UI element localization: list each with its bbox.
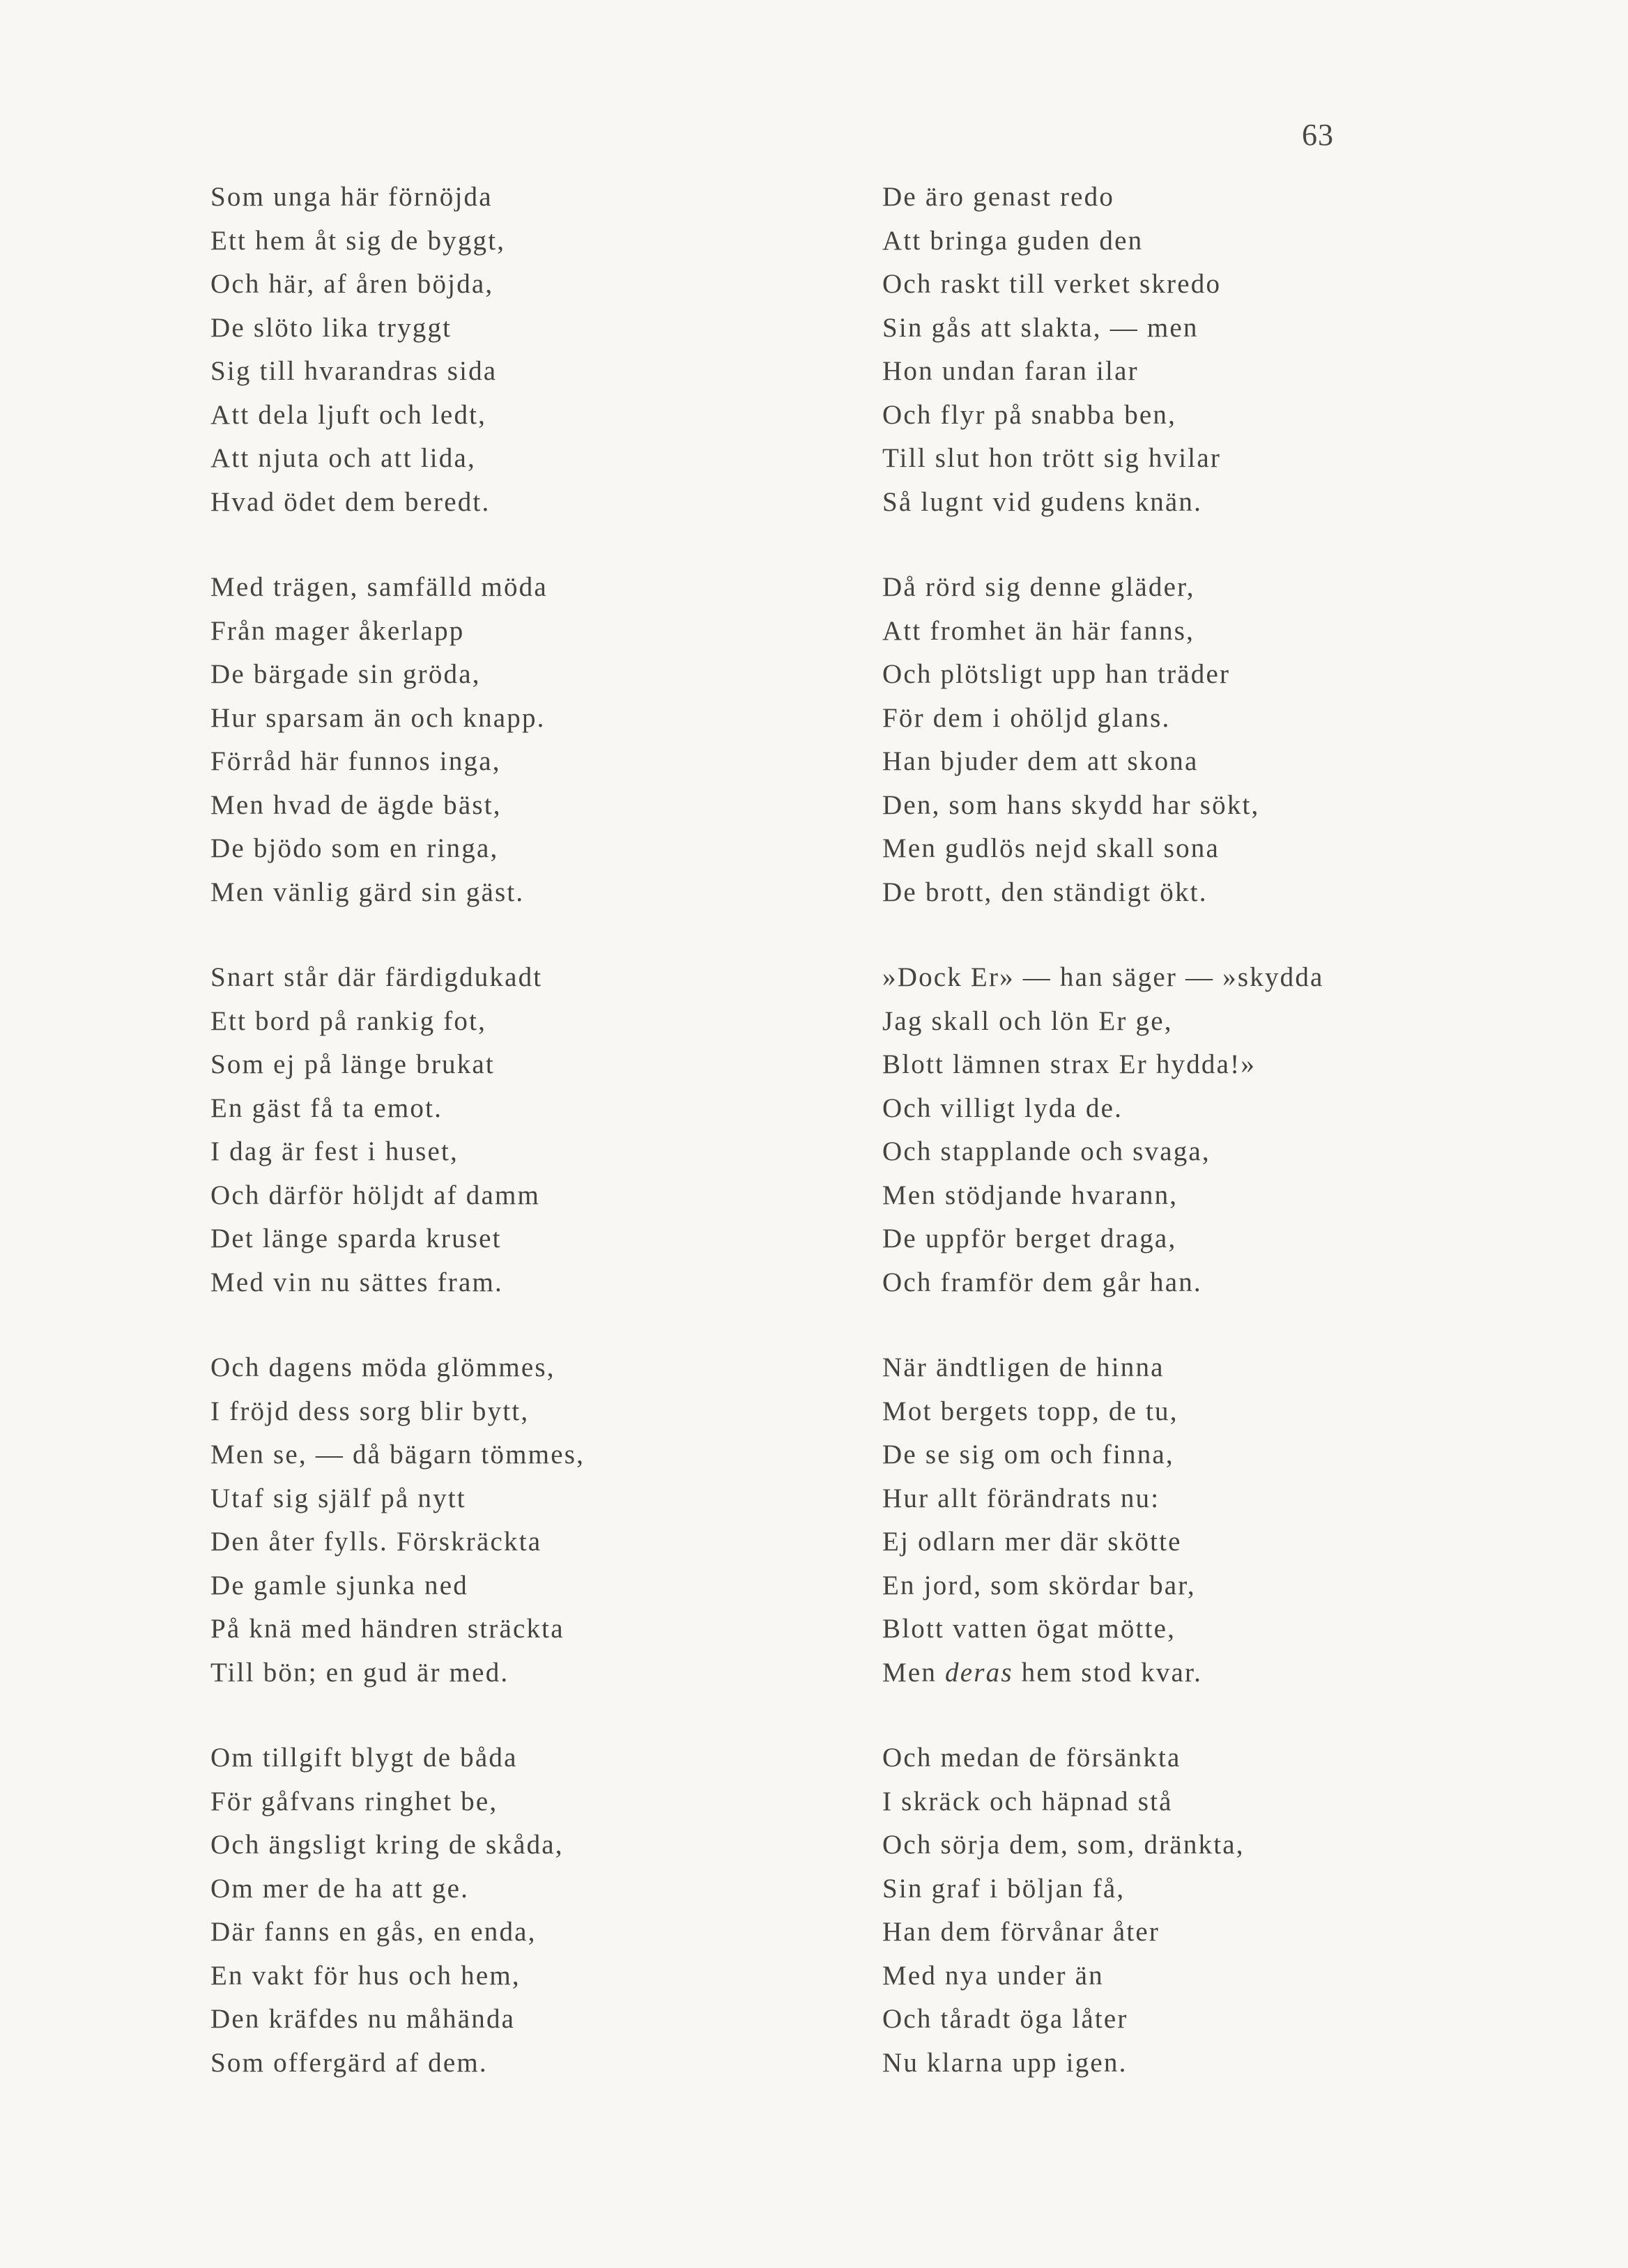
stanza [882,1736,1384,2085]
poem-line: Och dagens möda glömmes, [210,1352,555,1382]
poem-line: De slöto lika tryggt [210,312,452,343]
poem-line: Men se, — då bägarn tömmes, [210,1440,585,1469]
italic-emphasis: deras [945,1657,1013,1688]
poem-line: Men deras hem stod kvar. [882,1657,1203,1688]
poem-line: Som offergärd af dem. [210,2047,488,2078]
poem-line: Att bringa guden den [882,225,1144,256]
poem-line: Hon undan faran ilar [882,356,1139,386]
poem-line: Och tåradt öga låter [882,2004,1128,2034]
poem-line: Och medan de försänkta [882,1743,1181,1773]
stanza [882,176,1384,524]
poem-line: Hvad ödet dem beredt. [210,486,491,517]
poem-line: Om mer de ha att ge. [210,1873,470,1904]
poem-line: Han bjuder dem att skona [882,746,1199,776]
poem-line: Och därför höljdt af damm [210,1180,541,1210]
stanza [882,566,1384,914]
poem-line: Med vin nu sättes fram. [210,1267,503,1297]
poem-line: Så lugnt vid gudens knän. [882,486,1203,517]
poem-line: I skräck och häpnad stå [882,1786,1173,1816]
poem-line: De brott, den ständigt ökt. [882,877,1208,907]
poem-line: Men hvad de ägde bäst, [210,789,502,820]
poem-line: Och ängsligt kring de skåda, [210,1830,564,1860]
poem-column-left [210,176,712,2127]
poem-line: Hur sparsam än och knapp. [210,702,546,733]
stanza [210,956,712,1304]
poem-line: Ett hem åt sig de byggt, [210,225,506,256]
poem-line: De äro genast redo [882,182,1115,212]
poem-line: Ej odlarn mer där skötte [882,1527,1182,1557]
poem-line: Till bön; en gud är med. [210,1657,509,1688]
poem-line: Jag skall och lön Er ge, [882,1005,1173,1036]
poem-line: Från mager åkerlapp [210,615,465,646]
poem-line: Ett bord på rankig fot, [210,1005,487,1036]
poem-line: Att fromhet än här fanns, [882,615,1195,646]
poem-line: Där fanns en gås, en enda, [210,1917,537,1947]
poem-line: Nu klarna upp igen. [882,2047,1128,2078]
stanza [882,956,1384,1304]
poem-line: De bjödo som en ringa, [210,833,499,863]
poem-line: Snart står där färdigdukadt [210,962,543,992]
poem-line: Och framför dem går han. [882,1267,1202,1297]
poem-line: Men stödjande hvarann, [882,1180,1178,1210]
poem-line: En gäst få ta emot. [210,1093,443,1123]
poem-line: I fröjd dess sorg blir bytt, [210,1396,530,1426]
stanza [210,566,712,914]
stanza [210,176,712,524]
poem-line: När ändtligen de hinna [882,1352,1165,1382]
stanza [210,1346,712,1695]
poem-line: En jord, som skördar bar, [882,1570,1196,1600]
poem-line: Och raskt till verket skredo [882,269,1222,299]
poem-line: Då rörd sig denne gläder, [882,572,1195,602]
poem-line: De se sig om och finna, [882,1440,1174,1469]
poem-line: Och sörja dem, som, dränkta, [882,1830,1245,1860]
poem-line: Men vänlig gärd sin gäst. [210,877,525,907]
poem-line: Blott lämnen strax Er hydda!» [882,1049,1257,1079]
poem-line: Att njuta och att lida, [210,443,476,473]
poem-line: Och villigt lyda de. [882,1093,1123,1123]
poem-line: Sin graf i böljan få, [882,1873,1126,1904]
poem-line: Förråd här funnos inga, [210,746,501,776]
poem-line: Till slut hon trött sig hvilar [882,443,1222,473]
poem-line: Han dem förvånar åter [882,1917,1160,1947]
poem-line: Den åter fylls. Förskräckta [210,1527,542,1557]
poem-line: För dem i ohöljd glans. [882,702,1171,733]
poem-line: Den kräfdes nu måhända [210,2004,516,2034]
poem-line: Sin gås att slakta, — men [882,312,1199,343]
page-number: 63 [1302,118,1334,152]
poem-line: Men gudlös nejd skall sona [882,833,1220,863]
poem-line: Den, som hans skydd har sökt, [882,789,1260,820]
stanza [210,1736,712,2085]
poem-line: Med trägen, samfälld möda [210,572,548,602]
poem-line: »Dock Er» — han säger — »skydda [882,962,1324,992]
poem-line: Och stapplande och svaga, [882,1136,1211,1166]
poem-line: Det länge sparda kruset [210,1224,502,1253]
poem-line: Mot bergets topp, de tu, [882,1396,1178,1426]
poem-line: Om tillgift blygt de båda [210,1743,518,1773]
poem-line: I dag är fest i huset, [210,1136,459,1166]
poem-line: Att dela ljuft och ledt, [210,399,487,430]
poem-line: För gåfvans ringhet be, [210,1786,498,1816]
poem-line: Hur allt förändrats nu: [882,1483,1160,1513]
poem-line: De gamle sjunka ned [210,1570,468,1600]
poem-line: Och här, af åren böjda, [210,269,494,299]
poem-line: På knä med händren sträckta [210,1614,565,1644]
poem-line: De bärgade sin gröda, [210,659,481,689]
poem-column-right [882,176,1384,2127]
poem-line: Blott vatten ögat mötte, [882,1614,1176,1644]
poem-line: Sig till hvarandras sida [210,356,498,386]
poem-line: Med nya under än [882,1960,1104,1991]
poem-line: Som ej på länge brukat [210,1049,495,1079]
poem-line: En vakt för hus och hem, [210,1960,521,1991]
poem-line: Och plötsligt upp han träder [882,659,1231,689]
poem-line: Och flyr på snabba ben, [882,399,1177,430]
poem-line: Som unga här förnöjda [210,182,493,212]
poem-line: De uppför berget draga, [882,1224,1177,1253]
poem-line: Utaf sig själf på nytt [210,1483,466,1513]
stanza [882,1346,1384,1695]
